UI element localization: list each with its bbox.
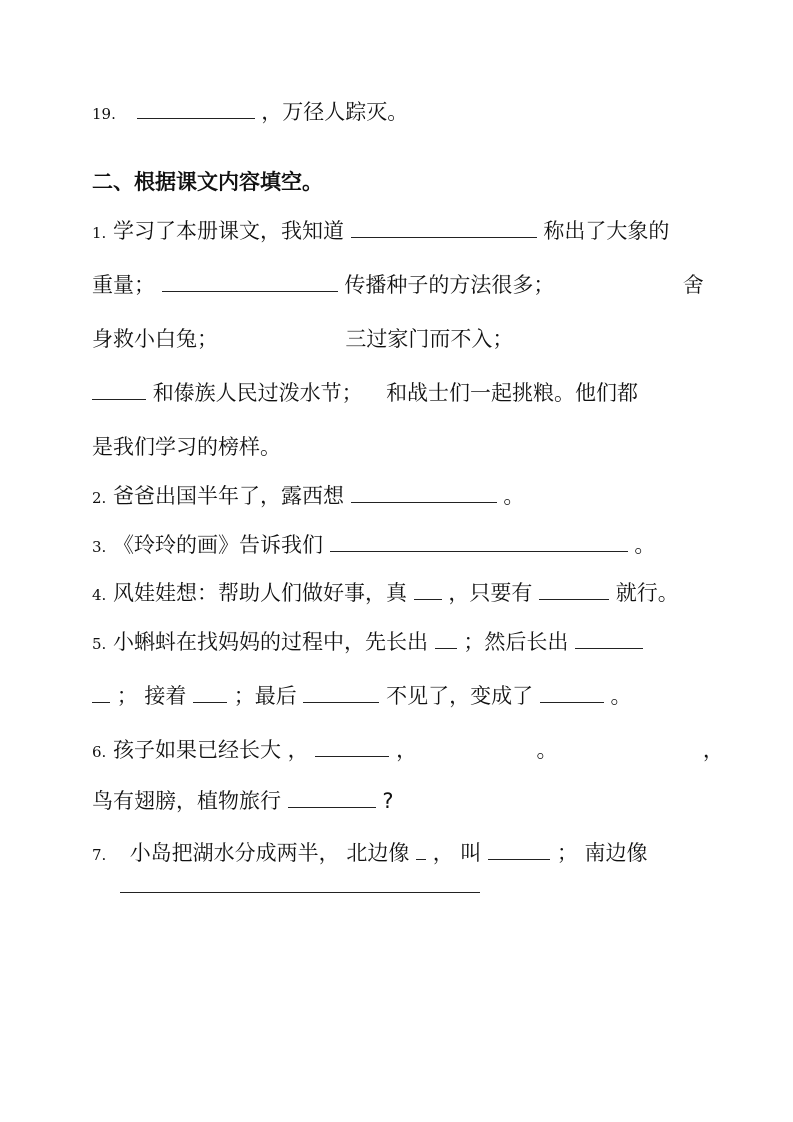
section-heading: 二、根据课文内容填空。 [92,170,323,194]
question-text: 传播种子的方法很多； [344,273,555,297]
answer-blank[interactable] [539,579,609,600]
question-text: 小蝌蚪在找妈妈的过程中，先长出 [113,630,428,654]
question-6-line-1 [92,736,724,766]
question-text: ； 接着 [116,684,187,708]
answer-blank[interactable] [193,682,227,703]
question-text: 身救小白兔； [92,327,218,351]
question-19 [92,98,408,128]
question-text: ， [702,738,724,762]
answer-blank[interactable] [351,217,537,238]
question-1-line-3 [92,325,513,353]
question-text: ；然后长出 [463,630,569,654]
answer-blank[interactable] [330,531,628,552]
question-text: 舍 [682,273,704,297]
question-text: ， [396,738,418,762]
question-1-line-4 [92,379,638,407]
answer-blank[interactable] [303,682,379,703]
question-text: ? [382,789,394,813]
question-number: 5. [92,635,107,653]
question-text: 鸟有翅膀，植物旅行 [92,789,281,813]
answer-blank[interactable] [435,628,457,649]
question-number: 3. [92,538,107,556]
answer-blank[interactable] [288,787,376,808]
question-text: 爸爸出国半年了，露西想 [113,484,344,508]
question-text: 《玲玲的画》告诉我们 [113,533,323,557]
question-5-line-1 [92,628,643,658]
question-6-line-2 [92,787,394,815]
question-2 [92,482,524,512]
question-text: 。 [634,533,656,557]
question-text: 。 [503,484,525,508]
question-text: 称出了大象的 [543,219,670,243]
question-text: 和傣族人民过泼水节； [152,381,363,405]
question-text: ； 南边像 [556,841,648,865]
question-text: 孩子如果已经长大 ， [113,738,309,762]
question-text: 和战士们一起挑粮。他们都 [386,381,639,405]
question-number: 19. [92,105,116,123]
question-text: ，万径人踪灭。 [261,100,409,124]
question-7 [92,839,648,869]
question-3 [92,531,655,561]
answer-blank[interactable] [414,579,442,600]
answer-blank[interactable] [92,682,110,703]
question-text: 学习了本册课文，我知道 [113,219,344,243]
answer-blank[interactable] [351,482,497,503]
answer-blank[interactable] [416,839,426,860]
question-1-line-5 [92,433,281,461]
question-text: ，只要有 [448,581,533,605]
question-text: 重量； [92,273,155,297]
answer-blank[interactable] [315,736,389,757]
answer-blank[interactable] [575,628,643,649]
question-text: 小岛把湖水分成两半， 北边像 [129,841,410,865]
question-5-line-2 [92,682,632,710]
question-text: 不见了，变成了 [386,684,534,708]
answer-blank[interactable] [162,271,338,292]
question-text: 。 [610,684,632,708]
question-number: 4. [92,586,107,604]
answer-blank[interactable] [120,892,480,893]
question-text: 是我们学习的榜样。 [92,435,281,459]
question-1-line-2 [92,271,704,299]
question-number: 7. [92,846,107,864]
question-number: 2. [92,489,107,507]
question-text: 就行。 [615,581,679,605]
question-text: ， 叫 [432,841,482,865]
question-4 [92,579,679,609]
answer-blank[interactable] [137,98,255,119]
answer-blank[interactable] [488,839,550,860]
question-text: ；最后 [233,684,297,708]
question-text: 三过家门而不入； [345,327,514,351]
question-text: 风娃娃想：帮助人们做好事，真 [113,581,407,605]
answer-blank[interactable] [540,682,604,703]
question-text: 。 [536,738,558,762]
answer-blank[interactable] [92,379,146,400]
question-number: 1. [92,224,107,242]
question-number: 6. [92,743,107,761]
question-1-line-1 [92,217,669,247]
